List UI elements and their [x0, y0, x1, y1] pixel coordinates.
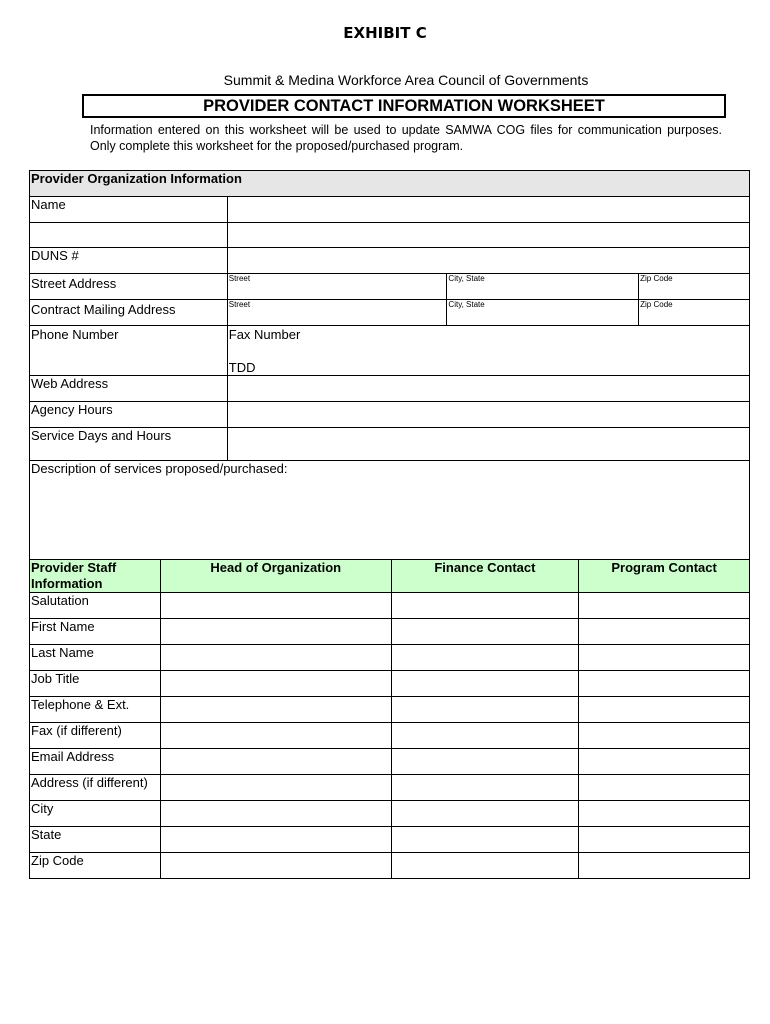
organization-info-table: [29, 170, 750, 561]
program-contact-field[interactable]: [579, 723, 750, 749]
mailing-city-state-field[interactable]: City, State: [447, 300, 639, 326]
intro-text: Information entered on this worksheet will be used to update SAMWA COG files for communication purposes. Only complete this worksheet for the proposed/purchased program.: [90, 123, 722, 153]
head-contact-field[interactable]: [160, 775, 391, 801]
finance-contact-field[interactable]: [391, 749, 579, 775]
staff-row-label: Salutation: [30, 593, 161, 619]
finance-contact-field[interactable]: [391, 671, 579, 697]
organization-name: Summit & Medina Workforce Area Council of Governments: [223, 72, 589, 88]
finance-contact-field[interactable]: [391, 697, 579, 723]
table-row: [30, 697, 750, 723]
page-title: PROVIDER CONTACT INFORMATION WORKSHEET: [82, 94, 726, 118]
program-contact-field[interactable]: [579, 671, 750, 697]
web-label: Web Address: [30, 376, 228, 402]
staff-row-label: Email Address: [30, 749, 161, 775]
staff-row-label: Address (if different): [30, 775, 161, 801]
finance-contact-field[interactable]: [391, 593, 579, 619]
table-row: [30, 801, 750, 827]
name-label: Name: [30, 197, 228, 223]
agency-hours-field[interactable]: [227, 402, 749, 428]
col-program-contact: Program Contact: [579, 560, 750, 593]
table-row: [30, 645, 750, 671]
program-contact-field[interactable]: [579, 645, 750, 671]
table-row: [30, 593, 750, 619]
head-contact-field[interactable]: [160, 827, 391, 853]
finance-contact-field[interactable]: [391, 853, 579, 879]
street-address-label: Street Address: [30, 274, 228, 300]
program-contact-field[interactable]: [579, 853, 750, 879]
col-head-of-organization: Head of Organization: [160, 560, 391, 593]
zip-field[interactable]: Zip Code: [639, 274, 750, 300]
duns-field[interactable]: [227, 248, 749, 274]
org-info-header: Provider Organization Information: [30, 171, 750, 197]
head-contact-field[interactable]: [160, 645, 391, 671]
program-contact-field[interactable]: [579, 619, 750, 645]
service-days-field[interactable]: [227, 428, 749, 461]
finance-contact-field[interactable]: [391, 827, 579, 853]
staff-row-label: Zip Code: [30, 853, 161, 879]
finance-contact-field[interactable]: [391, 723, 579, 749]
city-state-field[interactable]: City, State: [447, 274, 639, 300]
table-row: [30, 671, 750, 697]
staff-row-label: State: [30, 827, 161, 853]
staff-row-label: City: [30, 801, 161, 827]
program-contact-field[interactable]: [579, 827, 750, 853]
table-row: [30, 749, 750, 775]
finance-contact-field[interactable]: [391, 645, 579, 671]
table-row: [30, 619, 750, 645]
head-contact-field[interactable]: [160, 593, 391, 619]
name-field[interactable]: [227, 197, 749, 223]
table-row: [30, 827, 750, 853]
staff-row-label: Last Name: [30, 645, 161, 671]
web-field[interactable]: [227, 376, 749, 402]
service-days-label: Service Days and Hours: [30, 428, 228, 461]
staff-row-label: Job Title: [30, 671, 161, 697]
head-contact-field[interactable]: [160, 619, 391, 645]
street-field[interactable]: Street: [227, 274, 447, 300]
contract-mailing-label: Contract Mailing Address: [30, 300, 228, 326]
agency-hours-label: Agency Hours: [30, 402, 228, 428]
mailing-street-field[interactable]: Street: [227, 300, 447, 326]
name-field-continued[interactable]: [227, 223, 749, 248]
exhibit-label: EXHIBIT C: [343, 24, 427, 42]
fax-label: Fax Number: [228, 327, 301, 342]
tdd-label: TDD: [228, 360, 256, 375]
duns-label: DUNS #: [30, 248, 228, 274]
finance-contact-field[interactable]: [391, 775, 579, 801]
program-contact-field[interactable]: [579, 775, 750, 801]
staff-row-label: Fax (if different): [30, 723, 161, 749]
head-contact-field[interactable]: [160, 749, 391, 775]
head-contact-field[interactable]: [160, 671, 391, 697]
staff-row-label: Telephone & Ext.: [30, 697, 161, 723]
staff-info-header: Provider Staff Information: [30, 560, 161, 593]
head-contact-field[interactable]: [160, 801, 391, 827]
program-contact-field[interactable]: [579, 749, 750, 775]
head-contact-field[interactable]: [160, 697, 391, 723]
mailing-zip-field[interactable]: Zip Code: [639, 300, 750, 326]
table-row: [30, 723, 750, 749]
finance-contact-field[interactable]: [391, 619, 579, 645]
col-finance-contact: Finance Contact: [391, 560, 579, 593]
head-contact-field[interactable]: [160, 853, 391, 879]
table-row: [30, 775, 750, 801]
name-label-continued: [30, 223, 228, 248]
program-contact-field[interactable]: [579, 801, 750, 827]
staff-info-table: [29, 559, 750, 879]
table-row: [30, 853, 750, 879]
description-field[interactable]: Description of services proposed/purchased:: [30, 461, 750, 561]
staff-row-label: First Name: [30, 619, 161, 645]
finance-contact-field[interactable]: [391, 801, 579, 827]
head-contact-field[interactable]: [160, 723, 391, 749]
program-contact-field[interactable]: [579, 593, 750, 619]
program-contact-field[interactable]: [579, 697, 750, 723]
phone-label: Phone Number: [30, 326, 228, 376]
fax-tdd-field[interactable]: [227, 326, 749, 376]
